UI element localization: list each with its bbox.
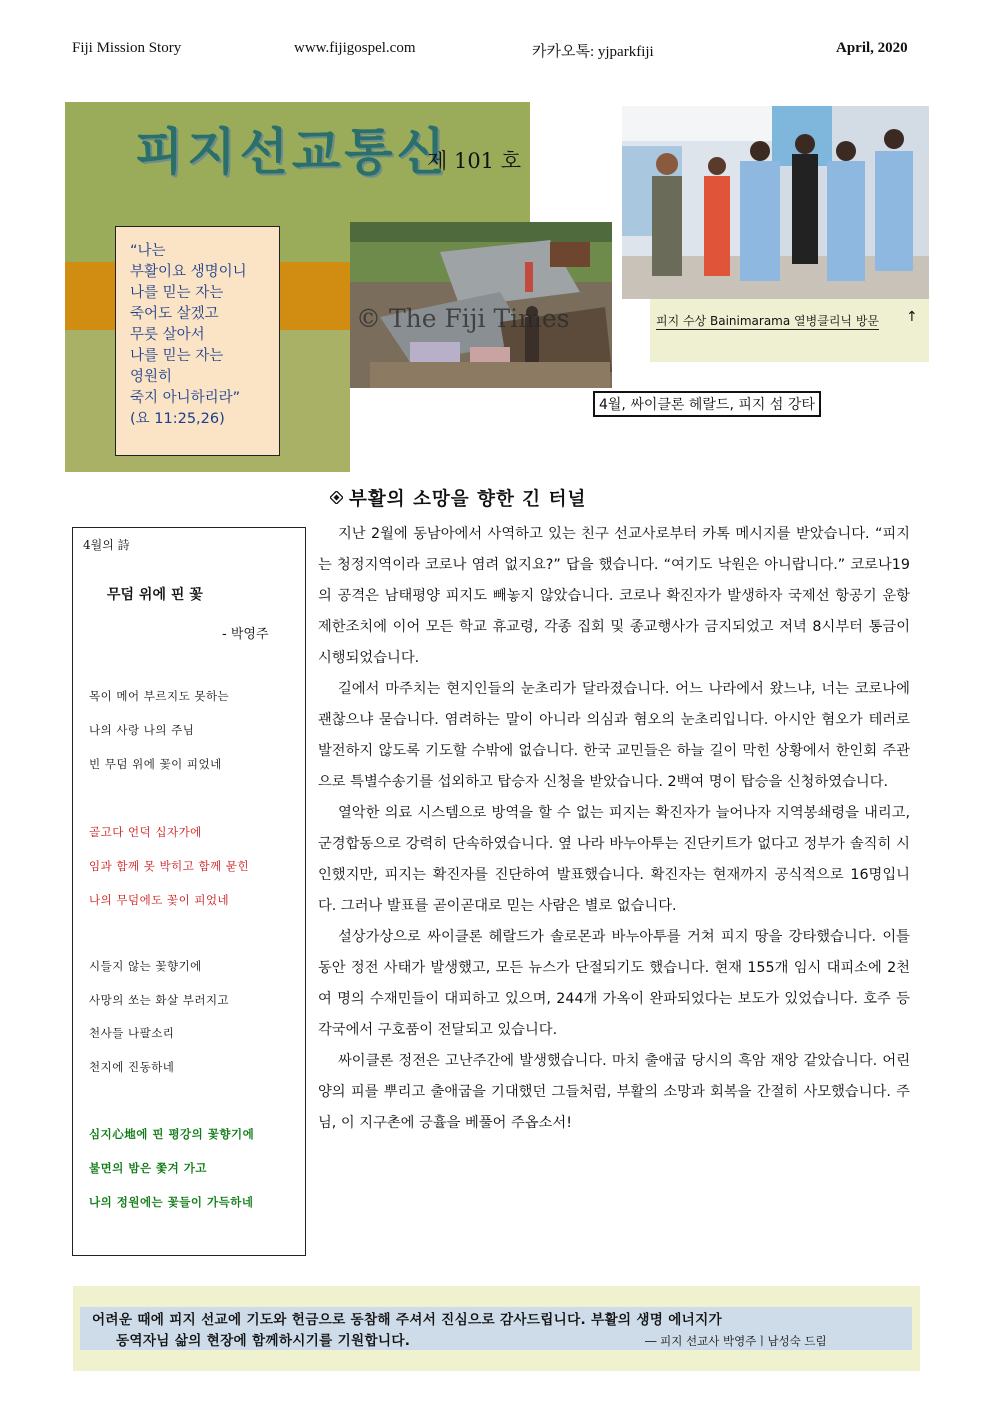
website-link[interactable]: www.fijigospel.com	[294, 40, 416, 56]
footer-signature: ― 피지 선교사 박영주ㅣ남성숙 드림	[645, 1334, 827, 1348]
newsletter-name: Fiji Mission Story	[72, 40, 182, 56]
quote-line: 죽지 아니하리라”	[130, 390, 241, 406]
footer-thanks-line2: 동역자님 삶의 현장에 함께하시기를 기원합니다.	[116, 1333, 411, 1349]
poem-author: - 박영주	[222, 627, 269, 642]
scripture-quote-box	[115, 226, 280, 456]
poem-line: 나의 정원에는 꽃들이 가득하네	[89, 1195, 254, 1209]
article-paragraph: 길에서 마주치는 현지인들의 눈초리가 달라졌습니다. 어느 나라에서 왔느냐, 너는 코로나에 괜찮으냐 묻습니다. 염려하는 말이 아니라 의심과 혐오의 눈초리입니다. 아시안 혐오가 테러로 발전하지 않도록 기도할 수밖에 없습니다. 한국 교민들은 하늘 길이 막힌 상황에서 한인회 주관으로 특별수송기를 섭외하고 탑승자 신청을 받았습니다. 2백여 명이 탑승을 신청하였습니다.	[318, 681, 910, 790]
article-paragraph: 설상가상으로 싸이클론 헤랄드가 솔로몬과 바누아투를 거쳐 피지 땅을 강타했습니다. 이틀 동안 정전 사태가 발생했고, 모든 뉴스가 단절되기도 했습니다. 현재 155개 임시 대피소에 2천여 명의 수재민들이 대피하고 있으며, 244개 가옥이 완파되었다는 보도가 있었습니다. 호주 등 각국에서 구호품이 전달되고 있습니다.	[318, 929, 910, 1038]
poem-box	[72, 527, 306, 1256]
poem-line: 나의 무덤에도 꽃이 피었네	[89, 893, 230, 907]
poem-label: 4월의 詩	[83, 538, 130, 552]
pm-clinic-visit-photo	[622, 106, 929, 299]
quote-line: “나는	[130, 243, 166, 259]
poem-line: 시들지 않는 꽃향기에	[89, 959, 202, 973]
quote-line: 부활이요 생명이니	[130, 264, 247, 280]
article-paragraph: 지난 2월에 동남아에서 사역하고 있는 친구 선교사로부터 카톡 메시지를 받았습니다. “피지는 청정지역이라 코로나 염려 없지요?” 답을 했습니다. “여기도 낙원은 아니랍니다.” 코로나19의 공격은 남태평양 피지도 빼놓지 않았습니다. 코로나 확진자가 발생하자 국제선 항공기 운항 제한조치에 이어 모든 학교 휴교령, 각종 집회 및 종교행사가 금지되었고 저녁 8시부터 통금이 시행되었습니다.	[318, 526, 910, 666]
article-paragraph: 열악한 의료 시스템으로 방역을 할 수 없는 피지는 확진자가 늘어나자 지역봉쇄령을 내리고, 군경합동으로 강력히 단속하였습니다. 옆 나라 바누아투는 진단키트가 없다고 정부가 솔직히 시인했지만, 피지는 확진자를 진단하여 발표했습니다. 확진자는 현재까지 공식적으로 16명입니다. 그러나 발표를 곧이곧대로 믿는 사람은 별로 없습니다.	[318, 805, 910, 914]
diamond-bullet-icon	[330, 491, 343, 504]
poem-line: 심지心地에 핀 평강의 꽃향기에	[89, 1127, 255, 1141]
pm-photo-caption: 피지 수상 Bainimarama 열병클리닉 방문	[656, 314, 880, 328]
poem-line: 골고다 언덕 십자가에	[89, 825, 202, 839]
quote-line: 영원히	[130, 369, 173, 385]
poem-line: 목이 메어 부르지도 못하는	[89, 689, 230, 703]
article-paragraph: 싸이클론 정전은 고난주간에 발생했습니다. 마치 출애굽 당시의 흑암 재앙 같았습니다. 어린양의 피를 뿌리고 출애굽을 기대했던 그들처럼, 부활의 소망과 회복을 간절히 사모했습니다. 주님, 이 지구촌에 긍휼을 베풀어 주옵소서!	[318, 1053, 910, 1131]
quote-line: 무릇 살아서	[130, 327, 205, 343]
photo-watermark: © The Fiji Times	[356, 304, 570, 333]
section-heading	[330, 485, 586, 511]
section-title: 부활의 소망을 향한 긴 터널	[349, 489, 587, 510]
footer-thanks-line1: 어려운 때에 피지 선교에 기도와 헌금으로 동참해 주셔서 진심으로 감사드립니다. 부활의 생명 에너지가	[92, 1312, 722, 1328]
quote-line: 죽어도 살겠고	[130, 306, 219, 322]
poem-line: 천지에 진동하네	[89, 1060, 175, 1074]
masthead-title: 피지선교통신	[135, 122, 449, 181]
cyclone-photo-caption: 4월, 싸이클론 헤랄드, 피지 섬 강타	[593, 391, 821, 417]
quote-line: 나를 믿는 자는	[130, 285, 224, 301]
quote-line: 나를 믿는 자는	[130, 348, 224, 364]
poem-title: 무덤 위에 핀 꽃	[107, 587, 203, 603]
poem-line: 사망의 쏘는 화살 부러지고	[89, 993, 230, 1007]
poem-line: 빈 무덤 위에 꽃이 피었네	[89, 757, 222, 771]
issue-date: April, 2020	[836, 40, 908, 56]
poem-line: 임과 함께 못 박히고 함께 묻힌	[89, 859, 250, 873]
poem-line: 불면의 밤은 쫓겨 가고	[89, 1161, 207, 1175]
up-arrow-icon: ↑	[906, 309, 918, 325]
issue-number: 제 101 호	[427, 149, 522, 173]
quote-reference: (요 11:25,26)	[130, 411, 225, 427]
poem-line: 천사들 나팔소리	[89, 1026, 175, 1040]
pm-photo-caption-box	[650, 299, 929, 362]
poem-line: 나의 사랑 나의 주님	[89, 723, 195, 737]
kakao-id: 카카오톡: yjparkfiji	[532, 44, 654, 60]
article-body	[318, 519, 910, 1139]
